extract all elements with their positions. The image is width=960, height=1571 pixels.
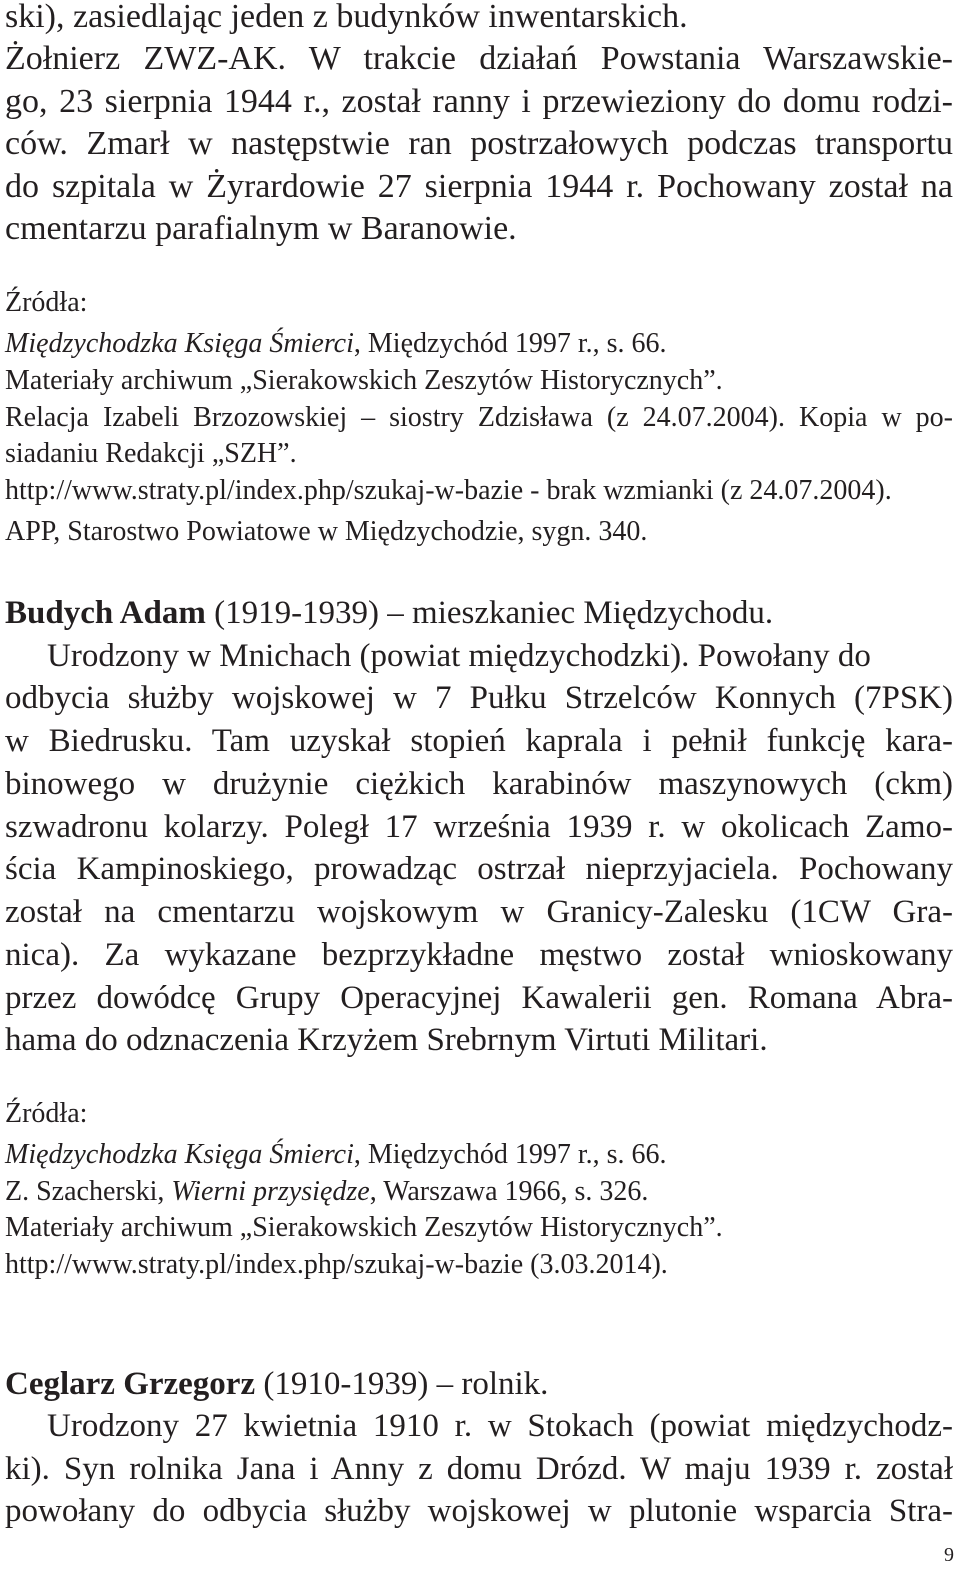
body-line: cmentarzu parafialnym w Baranowie. xyxy=(5,210,517,247)
body-line: powołany do odbycia służby wojskowej w plutonie wsparcia Stra- xyxy=(5,1493,953,1529)
body-line: ców. Zmarł w następstwie ran postrzałowych podczas transportu xyxy=(5,125,953,162)
body-line: w Biedrusku. Tam uzyskał stopień kaprala i pełnił funkcję kara- xyxy=(5,723,953,759)
body-line: Urodzony 27 kwietnia 1910 r. w Stokach (powiat międzychodz- xyxy=(47,1408,953,1444)
source-url: http://www.straty.pl/index.php/szukaj-w-bazie - brak wzmianki (z 24.07.2004). xyxy=(5,475,892,506)
body-line: został na cmentarzu wojskowym w Granicy-Zalesku (1CW Gra- xyxy=(5,894,953,930)
sources-heading: Źródła: xyxy=(5,1098,88,1129)
body-line: szwadronu kolarzy. Poległ 17 września 1939 r. w okolicach Zamo- xyxy=(5,809,953,845)
page-number: 9 xyxy=(944,1544,954,1566)
source-line: APP, Starostwo Powiatowe w Międzychodzie, sygn. 340. xyxy=(5,516,648,547)
entry-heading: Budych Adam (1919-1939) – mieszkaniec Międzychodu. xyxy=(5,595,774,631)
source-line: Relacja Izabeli Brzozowskiej – siostry Zdzisława (z 24.07.2004). Kopia w po- xyxy=(5,402,953,433)
source-title: Międzychodzka Księga Śmierci xyxy=(5,1139,354,1170)
entry-heading: Ceglarz Grzegorz (1910-1939) – rolnik. xyxy=(5,1366,549,1402)
body-line: przez dowódcę Grupy Operacyjnej Kawalerii gen. Romana Abra- xyxy=(5,980,953,1016)
body-line: do szpitala w Żyrardowie 27 sierpnia 1944 r. Pochowany został na xyxy=(5,168,953,205)
body-line: ski), zasiedlając jeden z budynków inwentarskich. xyxy=(5,0,688,35)
source-url: http://www.straty.pl/index.php/szukaj-w-bazie (3.03.2014). xyxy=(5,1249,668,1280)
source-title: Wierni przysiędze xyxy=(171,1176,370,1207)
source-line: Materiały archiwum „Sierakowskich Zeszytów Historycznych”. xyxy=(5,365,723,396)
body-line: go, 23 sierpnia 1944 r., został ranny i przewieziony do domu rodzi- xyxy=(5,83,953,120)
body-line: hama do odznaczenia Krzyżem Srebrnym Virtuti Militari. xyxy=(5,1022,768,1058)
body-line: Urodzony w Mnichach (powiat międzychodzki). Powołany do xyxy=(47,638,871,674)
source-title: Międzychodzka Księga Śmierci xyxy=(5,328,354,359)
source-line: Międzychodzka Księga Śmierci, Międzychód 1997 r., s. 66. xyxy=(5,1139,667,1170)
body-line: ścia Kampinoskiego, prowadząc ostrzał nieprzyjaciela. Pochowany xyxy=(5,851,953,887)
source-line: Międzychodzka Księga Śmierci, Międzychód 1997 r., s. 66. xyxy=(5,328,667,359)
sources-heading: Źródła: xyxy=(5,287,88,318)
source-line: Materiały archiwum „Sierakowskich Zeszytów Historycznych”. xyxy=(5,1212,723,1243)
source-line: siadaniu Redakcji „SZH”. xyxy=(5,438,297,469)
body-line: nica). Za wykazane bezprzykładne męstwo został wnioskowany xyxy=(5,937,953,973)
person-name: Ceglarz Grzegorz xyxy=(5,1366,256,1402)
source-line: Z. Szacherski, Wierni przysiędze, Warszawa 1966, s. 326. xyxy=(5,1176,649,1207)
person-name: Budych Adam xyxy=(5,595,206,631)
body-line: odbycia służby wojskowej w 7 Pułku Strzelców Konnych (7PSK) xyxy=(5,680,953,716)
body-line: binowego w drużynie ciężkich karabinów maszynowych (ckm) xyxy=(5,766,953,802)
body-line: ki). Syn rolnika Jana i Anny z domu Drózd. W maju 1939 r. został xyxy=(5,1451,953,1487)
body-line: Żołnierz ZWZ-AK. W trakcie działań Powstania Warszawskie- xyxy=(5,40,953,77)
